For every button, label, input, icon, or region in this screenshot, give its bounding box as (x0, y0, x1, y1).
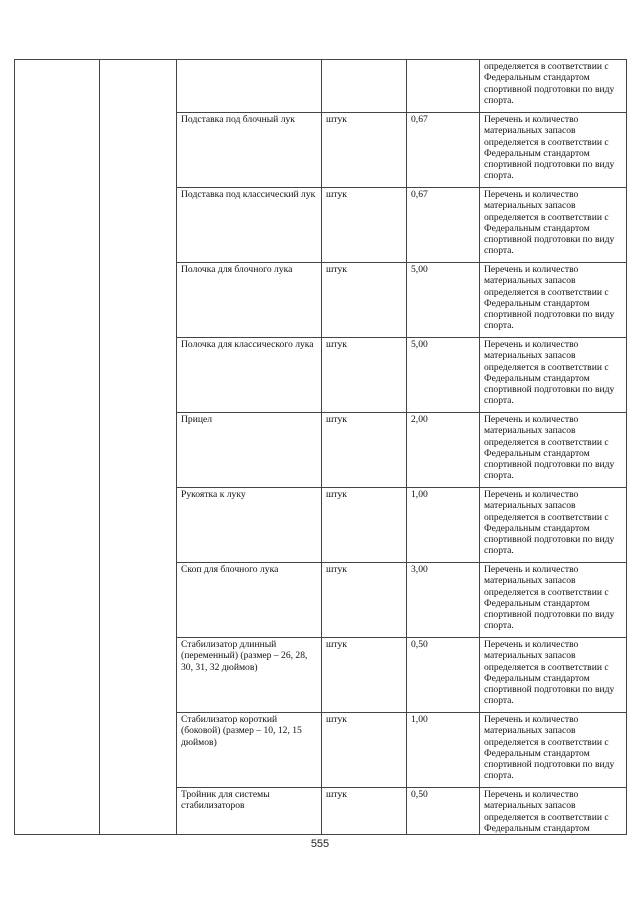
table-body (15, 60, 627, 835)
item-name: Полочка для классического лука (177, 338, 322, 413)
item-quantity: 5,00 (407, 263, 480, 338)
item-name: Подставка под классический лук (177, 188, 322, 263)
item-quantity: 1,00 (407, 713, 480, 788)
item-name: Стабилизатор короткий (боковой) (размер – 10, 12, 15 дюймов) (177, 713, 322, 788)
item-quantity: 1,00 (407, 488, 480, 563)
item-note: Перечень и количество материальных запасов определяется в соответствии с Федеральным стандартом спортивной подготовки по виду спорта. (480, 113, 627, 188)
item-quantity: 2,00 (407, 413, 480, 488)
item-name: Тройник для системы стабилизаторов (177, 788, 322, 835)
item-quantity: 0,67 (407, 188, 480, 263)
item-unit: штук (322, 563, 407, 638)
item-note: Перечень и количество материальных запасов определяется в соответствии с Федеральным стандартом (480, 788, 627, 835)
item-unit: штук (322, 488, 407, 563)
item-unit: штук (322, 638, 407, 713)
item-unit: штук (322, 338, 407, 413)
item-quantity: 5,00 (407, 338, 480, 413)
equipment-table (14, 59, 627, 835)
item-note: Перечень и количество материальных запасов определяется в соответствии с Федеральным стандартом спортивной подготовки по виду спорта. (480, 488, 627, 563)
item-quantity: 3,00 (407, 563, 480, 638)
item-note: Перечень и количество материальных запасов определяется в соответствии с Федеральным стандартом спортивной подготовки по виду спорта. (480, 563, 627, 638)
table-row (15, 60, 627, 113)
item-unit: штук (322, 413, 407, 488)
item-name: Стабилизатор длинный (переменный) (размер – 26, 28, 30, 31, 32 дюймов) (177, 638, 322, 713)
item-unit: штук (322, 713, 407, 788)
merged-column-2 (100, 60, 177, 835)
item-note: Перечень и количество материальных запасов определяется в соответствии с Федеральным стандартом спортивной подготовки по виду спорта. (480, 338, 627, 413)
item-note: Перечень и количество материальных запасов определяется в соответствии с Федеральным стандартом спортивной подготовки по виду спорта. (480, 263, 627, 338)
item-quantity: 0,50 (407, 638, 480, 713)
item-name: Рукоятка к луку (177, 488, 322, 563)
page-number: 555 (310, 838, 330, 850)
item-unit (322, 60, 407, 113)
item-unit: штук (322, 788, 407, 835)
item-unit: штук (322, 263, 407, 338)
item-name: Прицел (177, 413, 322, 488)
item-note: Перечень и количество материальных запасов определяется в соответствии с Федеральным стандартом спортивной подготовки по виду спорта. (480, 413, 627, 488)
item-quantity: 0,50 (407, 788, 480, 835)
item-unit: штук (322, 188, 407, 263)
merged-column-1 (15, 60, 100, 835)
item-unit: штук (322, 113, 407, 188)
item-name: Скоп для блочного лука (177, 563, 322, 638)
item-note: Перечень и количество материальных запасов определяется в соответствии с Федеральным стандартом спортивной подготовки по виду спорта. (480, 188, 627, 263)
item-note: Перечень и количество материальных запасов определяется в соответствии с Федеральным стандартом спортивной подготовки по виду спорта. (480, 638, 627, 713)
item-name (177, 60, 322, 113)
item-quantity (407, 60, 480, 113)
item-note: Перечень и количество материальных запасов определяется в соответствии с Федеральным стандартом спортивной подготовки по виду спорта. (480, 713, 627, 788)
item-name: Подставка под блочный лук (177, 113, 322, 188)
item-quantity: 0,67 (407, 113, 480, 188)
item-note: определяется в соответствии с Федеральным стандартом спортивной подготовки по виду спорта. (480, 60, 627, 113)
item-name: Полочка для блочного лука (177, 263, 322, 338)
